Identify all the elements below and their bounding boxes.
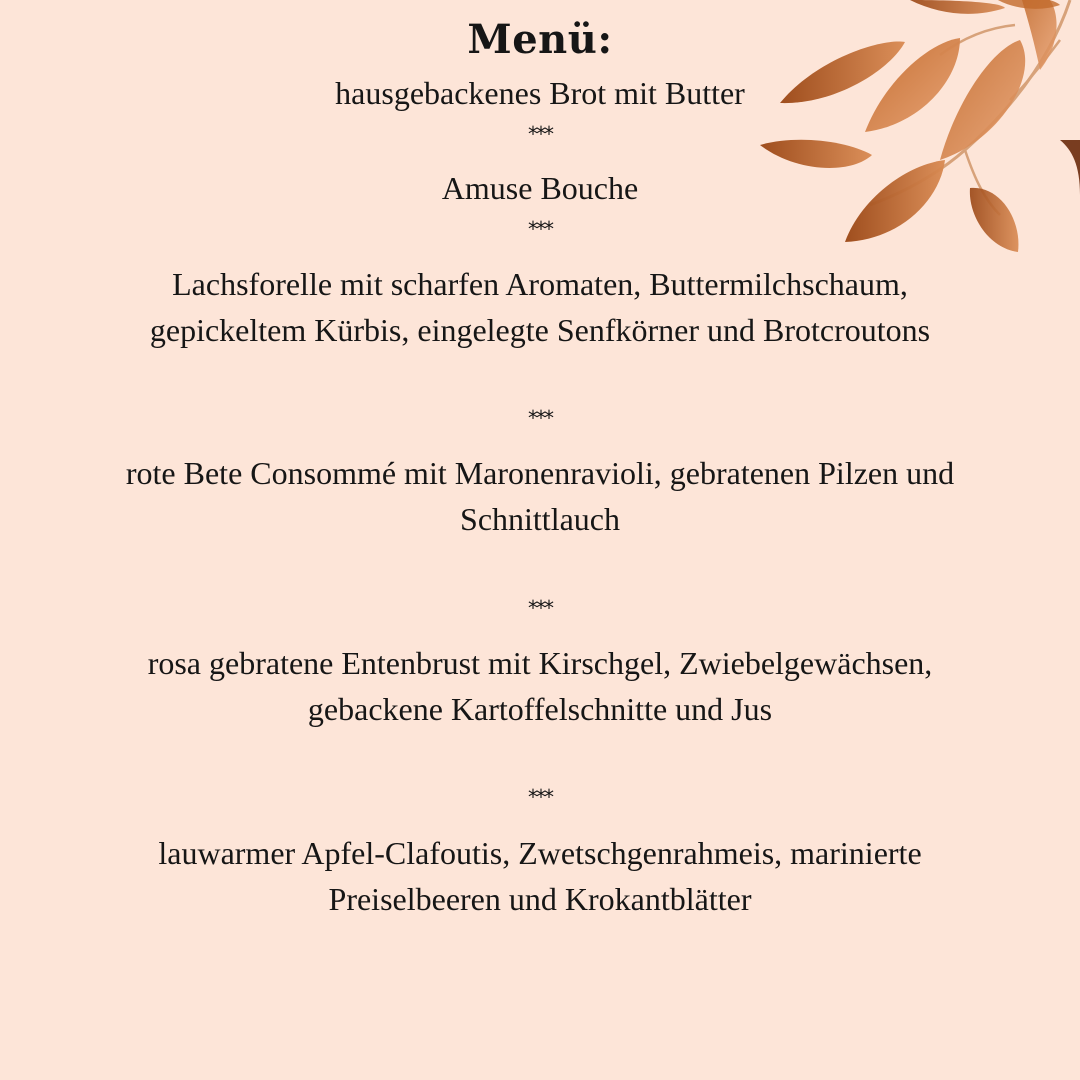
course-6-line-1: lauwarmer Apfel-Clafoutis, Zwetschgenrahmeis, marinierte: [158, 835, 922, 871]
course-separator: ***: [528, 785, 552, 809]
course-4-line-1: rote Bete Consommé mit Maronenravioli, gebratenen Pilzen und: [125, 455, 955, 491]
course-3-line-2: gepickeltem Kürbis, eingelegte Senfkörner und Brotcroutons: [149, 312, 931, 348]
course-separator: ***: [528, 596, 552, 620]
course-separator: ***: [528, 122, 552, 146]
course-2-line-1: Amuse Bouche: [441, 170, 639, 206]
course-separator: ***: [528, 217, 552, 241]
menu-title: Menü:: [467, 16, 613, 63]
course-separator: ***: [528, 406, 552, 430]
course-5-line-1: rosa gebratene Entenbrust mit Kirschgel, Zwiebelgewächsen,: [147, 645, 933, 681]
course-3-line-1: Lachsforelle mit scharfen Aromaten, Buttermilchschaum,: [172, 266, 908, 302]
course-4-line-2: Schnittlauch: [460, 501, 620, 537]
course-1-line-1: hausgebackenes Brot mit Butter: [335, 75, 745, 111]
course-6-line-2: Preiselbeeren und Krokantblätter: [328, 881, 752, 917]
course-5-line-2: gebackene Kartoffelschnitte und Jus: [307, 691, 773, 727]
